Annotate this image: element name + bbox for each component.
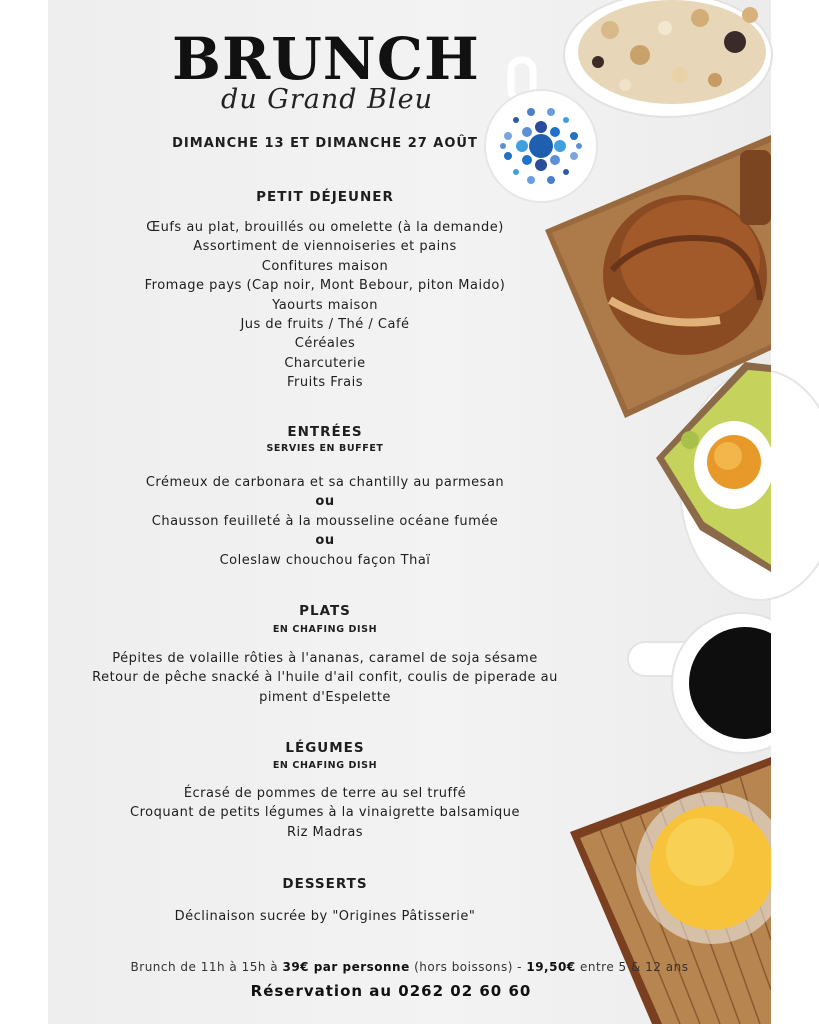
- section-items-legumes: [0, 784, 650, 842]
- menu-subtitle: du Grand Bleu: [221, 84, 433, 115]
- menu-item: Riz Madras: [286, 824, 364, 840]
- section-subtitle-entrees: SERVIES EN BUFFET: [266, 443, 384, 454]
- price-intro: Brunch de 11h à 15h à: [130, 960, 283, 974]
- menu-item: Œufs au plat, brouillés ou omelette (à la demande): [146, 220, 504, 235]
- menu-item: Céréales: [294, 336, 356, 352]
- section-title-entrees: ENTRÉES: [287, 424, 363, 440]
- menu-item: Yaourts maison: [272, 297, 378, 313]
- menu-item: Chausson feuilleté à la mousseline océane fumée: [151, 513, 499, 529]
- section-title-petit-dejeuner: PETIT DÉJEUNER: [256, 189, 394, 205]
- price-mid: (hors boissons) -: [409, 960, 527, 974]
- section-subtitle-plats: EN CHAFING DISH: [272, 624, 378, 635]
- menu-title: BRUNCH: [172, 25, 480, 93]
- section-title-desserts: DESSERTS: [282, 876, 368, 892]
- menu-item: Crémeux de carbonara et sa chantilly au parmesan: [145, 475, 505, 490]
- price-adult: 39€ par personne: [282, 960, 410, 974]
- section-items-entrees: [0, 473, 650, 570]
- menu-item: Coleslaw chouchou façon Thaï: [219, 552, 431, 568]
- menu-separator-ou: ou: [315, 494, 335, 510]
- price-end: entre 5 & 12 ans: [575, 960, 689, 974]
- menu-item: Fromage pays (Cap noir, Mont Bebour, piton Maido): [144, 278, 506, 294]
- section-title-plats: PLATS: [299, 603, 351, 619]
- menu-item: Croquant de petits légumes à la vinaigrette balsamique: [130, 805, 520, 821]
- price-info: [0, 960, 819, 974]
- section-items-petit-dejeuner: [0, 218, 650, 393]
- menu-item: Pépites de volaille rôties à l'ananas, caramel de soja sésame: [112, 651, 538, 666]
- menu-item: Fruits Frais: [287, 375, 363, 391]
- menu-item: Écrasé de pommes de terre au sel truffé: [183, 786, 467, 801]
- section-subtitle-legumes: EN CHAFING DISH: [272, 760, 378, 771]
- section-items-desserts: [0, 907, 650, 926]
- menu-item: Retour de pêche snacké à l'huile d'ail confit, coulis de piperade au: [92, 670, 558, 686]
- reservation-phone: Réservation au 0262 02 60 60: [250, 982, 532, 1000]
- section-title-legumes: LÉGUMES: [285, 740, 365, 756]
- section-items-plats: [0, 649, 650, 707]
- price-child: 19,50€: [526, 960, 576, 974]
- menu-item: Charcuterie: [284, 355, 366, 371]
- menu-item: Jus de fruits / Thé / Café: [240, 317, 410, 333]
- menu-separator-ou: ou: [315, 533, 335, 549]
- menu-item: Déclinaison sucrée by "Origines Pâtisserie": [174, 909, 476, 924]
- menu-item: Confitures maison: [261, 258, 389, 274]
- event-dates: DIMANCHE 13 ET DIMANCHE 27 AOÛT: [172, 136, 478, 151]
- menu-item: Assortiment de viennoiseries et pains: [193, 239, 457, 255]
- menu-item: piment d'Espelette: [259, 689, 391, 705]
